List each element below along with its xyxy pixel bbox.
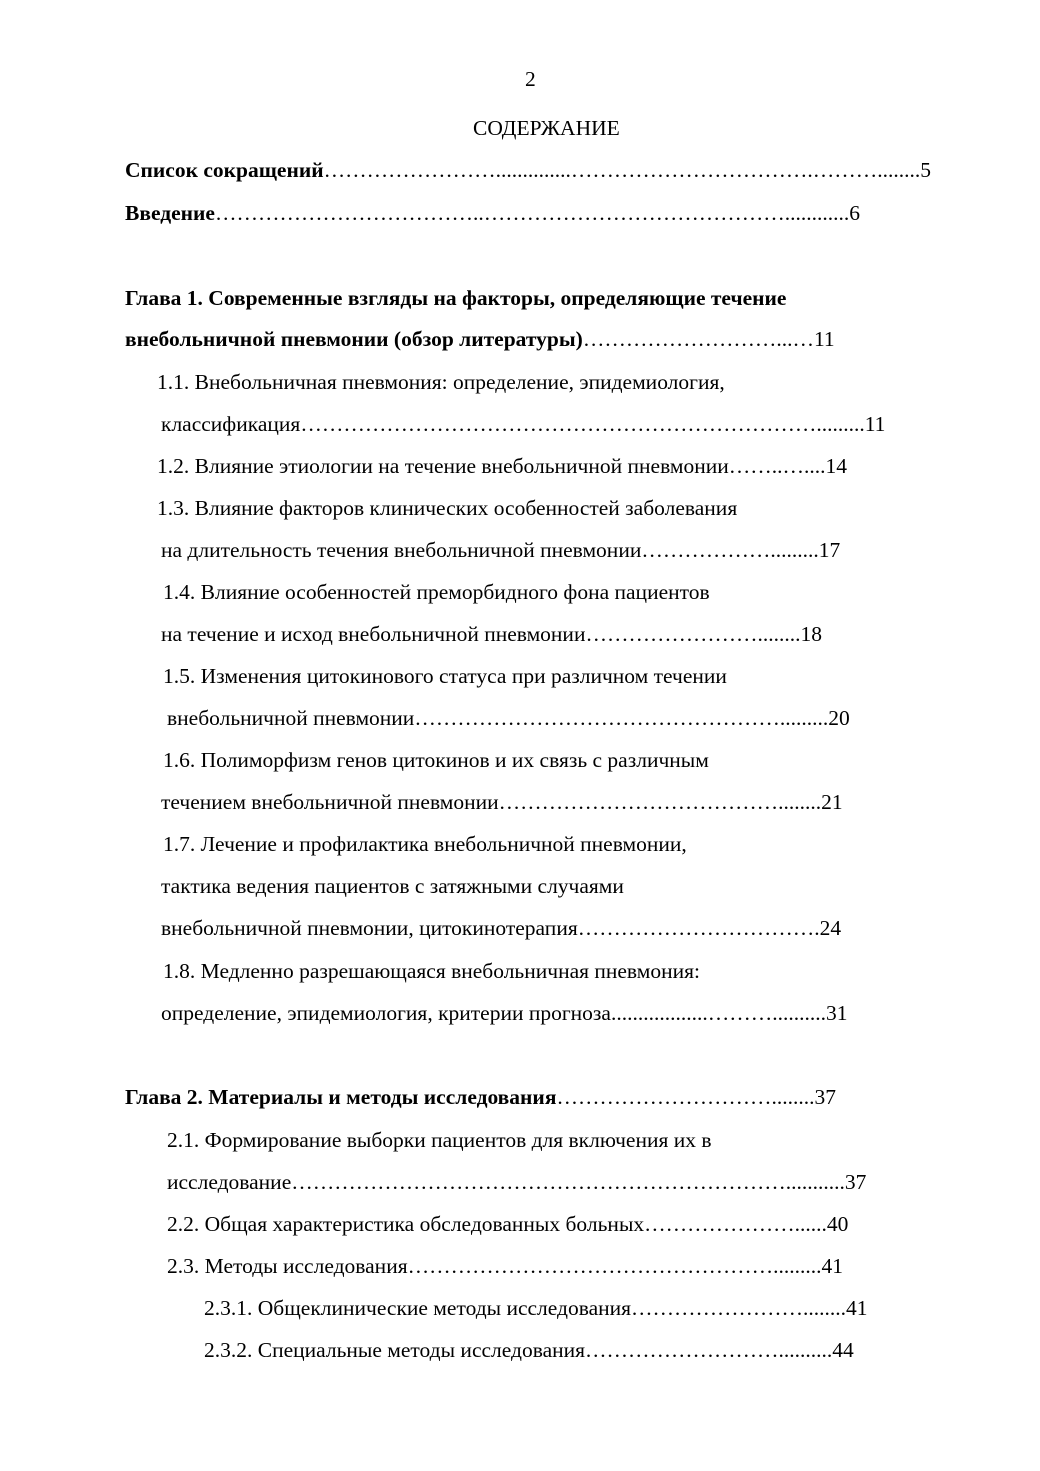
- toc-entry-1-1-line-1[interactable]: 1.1. Внебольничная пневмония: определение, эпидемиология,: [157, 370, 725, 394]
- toc-entry-2-3-1[interactable]: 2.3.1. Общеклинические методы исследования……………………........41: [204, 1296, 868, 1320]
- toc-entry-1-4-line-2[interactable]: на течение и исход внебольничной пневмонии……………………........18: [161, 622, 822, 646]
- toc-entry-1-7-line-3[interactable]: внебольничной пневмонии, цитокинотерапия…………………………….24: [161, 916, 842, 940]
- toc-entry-2-1-line-2[interactable]: исследование……………………………………………………………...........37: [167, 1170, 867, 1194]
- toc-entry-introduction[interactable]: Введение………………………………..……………………………………............6: [125, 201, 860, 225]
- toc-entry-abbreviations[interactable]: Список сокращений……………………..............…………………………….………........5: [125, 158, 931, 182]
- toc-entry-1-5-line-2[interactable]: внебольничной пневмонии…………………………………………….........20: [167, 706, 850, 730]
- toc-entry-1-6-line-2[interactable]: течением внебольничной пневмонии…………………………………........21: [161, 790, 843, 814]
- toc-entry-1-8-line-2[interactable]: определение, эпидемиология, критерии прогноза..................………..........31: [161, 1001, 848, 1025]
- toc-entry-1-3-line-1[interactable]: 1.3. Влияние факторов клинических особенностей заболевания: [157, 496, 738, 520]
- toc-entry-2-3-2[interactable]: 2.3.2. Специальные методы исследования………………………..........44: [204, 1338, 854, 1362]
- toc-title: СОДЕРЖАНИЕ: [473, 116, 620, 140]
- toc-entry-1-7-line-1[interactable]: 1.7. Лечение и профилактика внебольничной пневмонии,: [163, 832, 687, 856]
- toc-entry-2-3[interactable]: 2.3. Методы исследования…………………………………………….........41: [167, 1254, 843, 1278]
- toc-entry-2-1-line-1[interactable]: 2.1. Формирование выборки пациентов для включения их в: [167, 1128, 712, 1152]
- toc-chapter-1-line-2[interactable]: внебольничной пневмонии (обзор литературы)………………………...…11: [125, 327, 835, 351]
- toc-chapter-1-line-1[interactable]: Глава 1. Современные взгляды на факторы, определяющие течение: [125, 286, 787, 310]
- toc-entry-1-6-line-1[interactable]: 1.6. Полиморфизм генов цитокинов и их связь с различным: [163, 748, 709, 772]
- toc-entry-1-7-line-2[interactable]: тактика ведения пациентов с затяжными случаями: [161, 874, 624, 898]
- toc-entry-1-1-line-2[interactable]: классификация……………………………………………………………….........11: [161, 412, 886, 436]
- page-number: 2: [525, 67, 536, 91]
- toc-entry-1-2[interactable]: 1.2. Влияние этиологии на течение внебольничной пневмонии……..…....14: [157, 454, 847, 478]
- toc-entry-1-4-line-1[interactable]: 1.4. Влияние особенностей преморбидного фона пациентов: [163, 580, 710, 604]
- toc-entry-1-8-line-1[interactable]: 1.8. Медленно разрешающаяся внебольничная пневмония:: [163, 959, 700, 983]
- toc-entry-1-3-line-2[interactable]: на длительность течения внебольничной пневмонии……………….........17: [161, 538, 841, 562]
- toc-chapter-2[interactable]: Глава 2. Материалы и методы исследования…………………………........37: [125, 1085, 836, 1109]
- toc-entry-1-5-line-1[interactable]: 1.5. Изменения цитокинового статуса при различном течении: [163, 664, 727, 688]
- toc-entry-2-2[interactable]: 2.2. Общая характеристика обследованных больных…………………......40: [167, 1212, 849, 1236]
